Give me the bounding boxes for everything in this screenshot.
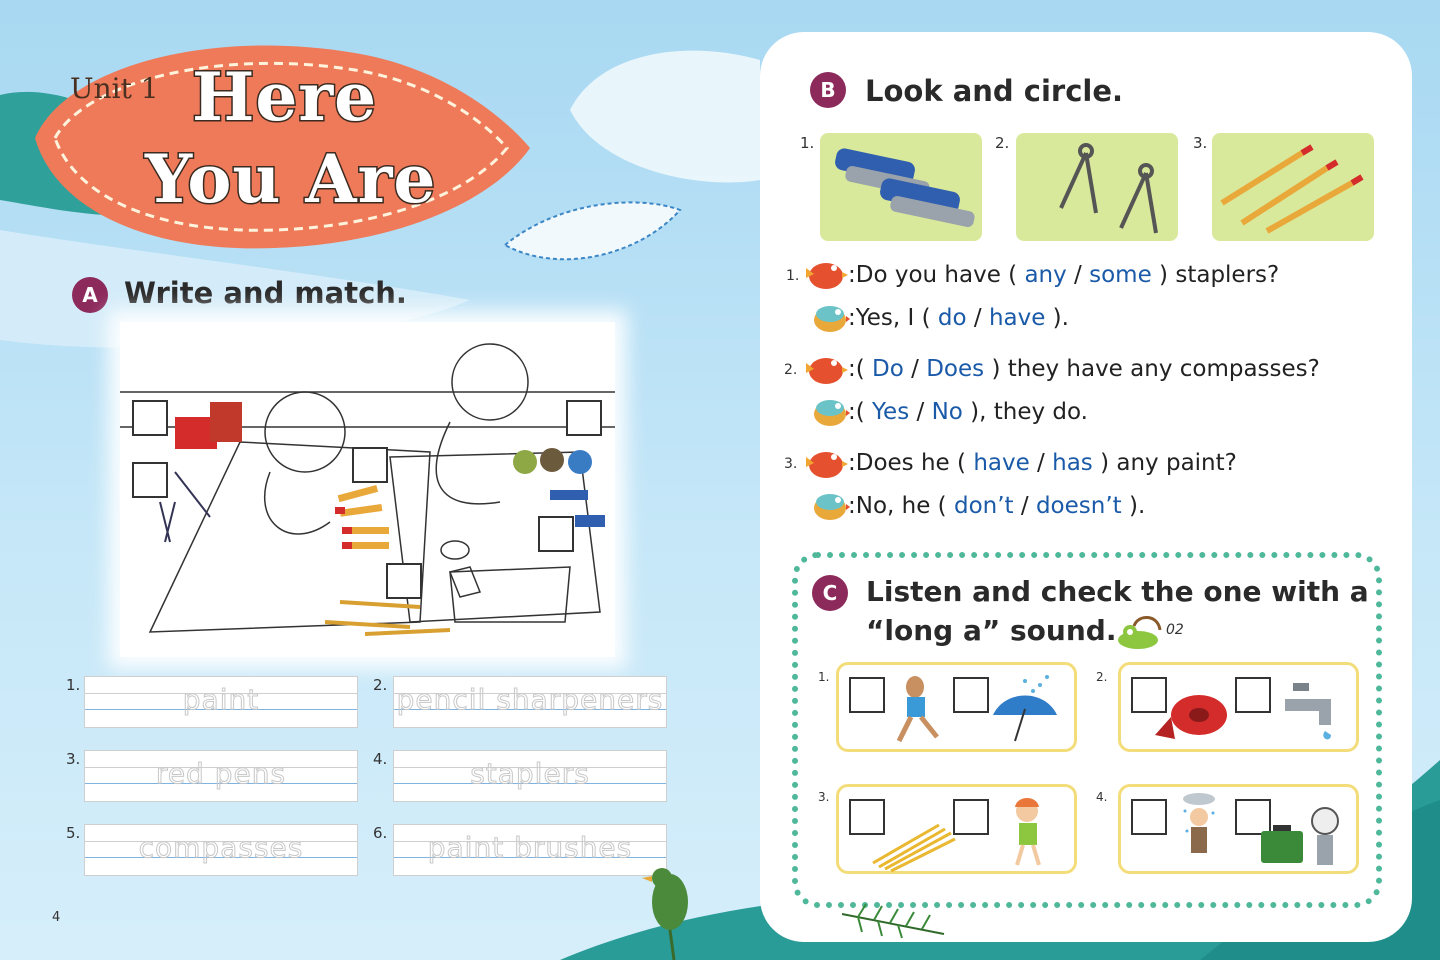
picture-number: 2. xyxy=(995,134,1010,152)
section-c-badge: C xyxy=(812,575,848,611)
question-3: :Does he ( have / has ) any paint? xyxy=(848,450,1237,476)
write-item-number: 5. xyxy=(66,824,81,842)
fern-leaf-icon xyxy=(838,900,948,940)
question-number: 3. xyxy=(784,456,798,472)
option-b[interactable]: some xyxy=(1089,262,1152,288)
check-box-left[interactable] xyxy=(1131,799,1167,835)
green-bird-icon xyxy=(806,394,850,430)
option-a[interactable]: don’t xyxy=(953,493,1014,519)
section-a-title: Write and match. xyxy=(124,276,407,310)
answer-2: :( Yes / No ), they do. xyxy=(848,399,1088,425)
listen-card-4 xyxy=(1118,784,1359,874)
trace-word: red pens xyxy=(155,757,287,790)
question-number: 2. xyxy=(784,362,798,378)
tape-icon xyxy=(1151,685,1241,745)
write-line-4[interactable] xyxy=(393,750,667,802)
green-bird-icon xyxy=(806,300,850,336)
red-bird-icon xyxy=(800,445,848,481)
write-item-number: 3. xyxy=(66,750,81,768)
running-boy-icon xyxy=(879,671,949,747)
classroom-scene xyxy=(120,322,615,657)
page-title-line1: Here xyxy=(192,58,378,136)
card-number: 3. xyxy=(818,790,830,804)
check-box-right[interactable] xyxy=(953,677,989,713)
picture-number: 3. xyxy=(1193,134,1208,152)
stapler-icon xyxy=(820,133,982,241)
section-a-badge: A xyxy=(72,277,108,313)
red-bird-icon xyxy=(800,351,848,387)
compasses-picture xyxy=(1016,133,1178,241)
scene-checkbox-6[interactable] xyxy=(386,563,422,599)
bird-icon xyxy=(640,862,700,960)
audio-icon[interactable] xyxy=(1112,612,1168,652)
boy-in-rain-icon xyxy=(1169,791,1229,871)
option-a[interactable]: Do xyxy=(872,356,904,382)
write-line-5[interactable] xyxy=(84,824,358,876)
option-b[interactable]: No xyxy=(931,399,963,425)
trace-word: paint xyxy=(182,683,260,716)
option-a[interactable]: Yes xyxy=(872,399,910,425)
trace-word: pencil sharpeners xyxy=(396,683,664,716)
girl-icon xyxy=(989,793,1069,869)
red-bird-icon xyxy=(800,256,848,292)
write-line-3[interactable] xyxy=(84,750,358,802)
trace-word: paint brushes xyxy=(427,831,633,864)
compass-icon xyxy=(1016,133,1178,241)
section-b-badge: B xyxy=(810,72,846,108)
section-c-title-line1: Listen and check the one with a xyxy=(866,575,1369,608)
tap-icon xyxy=(1271,677,1351,747)
red-pen-icon xyxy=(1212,133,1374,241)
listen-card-2 xyxy=(1118,662,1359,752)
page-number-left: 4 xyxy=(52,910,61,925)
write-item-number: 2. xyxy=(373,676,388,694)
scene-checkbox-1[interactable] xyxy=(132,400,168,436)
scene-checkbox-5[interactable] xyxy=(538,516,574,552)
card-number: 4. xyxy=(1096,790,1108,804)
audio-track-number: 02 xyxy=(1166,622,1184,638)
write-item-number: 4. xyxy=(373,750,388,768)
question-2: :( Do / Does ) they have any compasses? xyxy=(848,356,1320,382)
umbrella-rain-icon xyxy=(985,675,1065,745)
scene-checkbox-4[interactable] xyxy=(566,400,602,436)
write-item-number: 1. xyxy=(66,676,81,694)
unit-label: Unit 1 xyxy=(70,72,159,105)
card-number: 2. xyxy=(1096,670,1108,684)
trace-word: compasses xyxy=(138,831,304,864)
section-b-title: Look and circle. xyxy=(865,74,1124,108)
pasta-icon xyxy=(869,817,959,873)
scene-checkbox-3[interactable] xyxy=(352,447,388,483)
question-number: 1. xyxy=(786,268,800,284)
option-b[interactable]: have xyxy=(988,305,1046,331)
trace-word: staplers xyxy=(470,757,590,790)
answer-3: :No, he ( don’t / doesn’t ). xyxy=(848,493,1146,519)
picture-number: 1. xyxy=(800,134,815,152)
answer-1: :Yes, I ( do / have ). xyxy=(848,305,1069,331)
children-drawing-illustration xyxy=(120,322,615,657)
write-line-6[interactable] xyxy=(393,824,667,876)
option-a[interactable]: have xyxy=(973,450,1030,476)
option-a[interactable]: do xyxy=(937,305,967,331)
option-b[interactable]: has xyxy=(1052,450,1093,476)
option-a[interactable]: any xyxy=(1024,262,1067,288)
scene-checkbox-2[interactable] xyxy=(132,462,168,498)
listen-card-3 xyxy=(836,784,1077,874)
page-title-line2: You Are xyxy=(145,140,437,218)
staplers-picture xyxy=(820,133,982,241)
page-number-right: 5 xyxy=(1384,908,1393,923)
question-1: :Do you have ( any / some ) staplers? xyxy=(848,262,1280,288)
listen-card-1 xyxy=(836,662,1077,752)
option-b[interactable]: doesn’t xyxy=(1035,493,1122,519)
card-number: 1. xyxy=(818,670,830,684)
write-line-2[interactable] xyxy=(393,676,667,728)
option-b[interactable]: Does xyxy=(926,356,985,382)
write-line-1[interactable] xyxy=(84,676,358,728)
green-bird-icon xyxy=(806,488,850,524)
write-item-number: 6. xyxy=(373,824,388,842)
red-pens-picture xyxy=(1212,133,1374,241)
section-c-title-line2: “long a” sound. xyxy=(866,614,1117,647)
bag-on-scale-icon xyxy=(1255,805,1345,869)
